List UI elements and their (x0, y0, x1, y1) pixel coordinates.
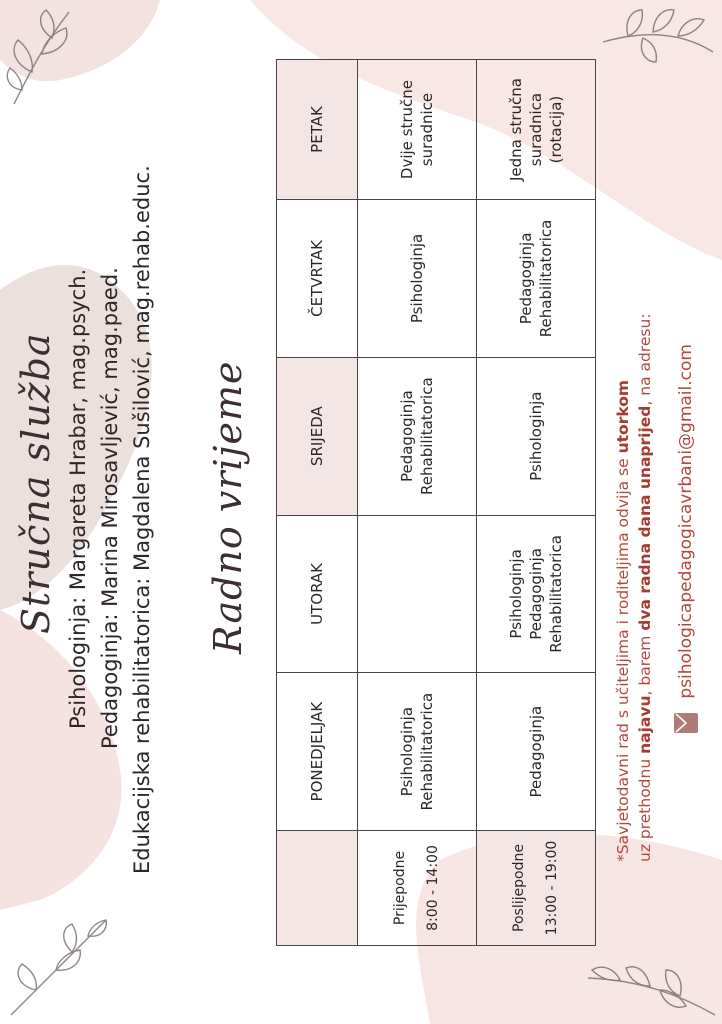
cell-line: Pedagoginja (397, 390, 416, 483)
note-bold-deadline: dva radna dana unaprijed (636, 405, 655, 631)
row-label-morning (358, 831, 477, 946)
envelope-icon (673, 712, 699, 734)
note-bold-day: utorkom (614, 379, 632, 454)
cell-morning-monday (358, 673, 477, 831)
cell-line: Rehabilitatorica (547, 535, 566, 653)
cell-line: Rehabilitatorica (418, 692, 436, 811)
cell-line: suradnica (526, 92, 545, 167)
day-header-wednesday: SRIJEDA (277, 357, 358, 515)
note-bold-announce: najavu (636, 695, 655, 754)
row-label-text: Poslijepodne (511, 844, 528, 932)
cell-line: Jedna stručna (506, 78, 525, 182)
cell-line: Psihologinja (407, 233, 426, 324)
row-time-text: 13:00 - 19:00 (544, 840, 560, 936)
contact-email-link[interactable]: psihologicapedagogicavrbani@gmail.com (676, 344, 696, 699)
cell-morning-wednesday (358, 357, 477, 515)
cell-line: Pedagoginja (516, 232, 535, 325)
day-header-tuesday: UTORAK (277, 515, 358, 673)
note-text: , barem (636, 630, 655, 696)
table-row-afternoon (477, 60, 596, 946)
schedule-title: Radno vrijeme (206, 360, 250, 654)
table-header-row (277, 60, 358, 946)
schedule-table (276, 59, 596, 946)
cell-line: (rotacija) (547, 95, 566, 164)
cell-line: Rehabilitatorica (418, 377, 436, 495)
note-text: uz prethodnu (636, 753, 655, 862)
cell-afternoon-monday (477, 673, 596, 831)
cell-line: Psihologinja (526, 391, 545, 481)
cell-line: Dvije stručne (397, 79, 416, 180)
cell-line: Psihologinja (506, 549, 525, 639)
service-title: Stručna služba (14, 332, 58, 634)
cell-afternoon-thursday (477, 200, 596, 358)
staff-psychologist: Psihologinja: Margareta Hrabar, mag.psych. (66, 268, 90, 729)
row-label-text: Prijepodne (392, 850, 409, 926)
row-time-text: 8:00 - 14:00 (425, 845, 441, 931)
note-text: , na adresu: (636, 313, 655, 406)
counseling-note (612, 142, 657, 862)
cell-morning-thursday (358, 200, 477, 358)
cell-line: Pedagoginja (526, 548, 545, 640)
contact-row (673, 344, 699, 734)
table-corner-cell (277, 831, 358, 946)
cell-afternoon-tuesday (477, 515, 596, 673)
cell-line: Rehabilitatorica (537, 219, 555, 338)
day-header-friday: PETAK (277, 60, 358, 200)
staff-pedagogue: Pedagoginja: Marina Mirosavljević, mag.paed. (98, 267, 122, 749)
cell-line: Psihologinja (397, 706, 416, 797)
table-row-morning (358, 60, 477, 946)
cell-line: suradnice (418, 92, 436, 167)
day-header-thursday: ČETVRTAK (277, 200, 358, 358)
row-label-afternoon (477, 831, 596, 946)
cell-afternoon-friday (477, 60, 596, 200)
cell-morning-tuesday (358, 515, 477, 673)
cell-line: Pedagoginja (526, 705, 545, 798)
note-text: *Savjetodavni rad s učiteljima i roditeljima odvija se (614, 453, 632, 862)
cell-afternoon-wednesday (477, 357, 596, 515)
staff-rehabilitator: Edukacijska rehabilitatorica: Magdalena Sušilović, mag.rehab.educ. (130, 165, 154, 874)
cell-morning-friday (358, 60, 477, 200)
day-header-monday: PONEDJELJAK (277, 673, 358, 831)
